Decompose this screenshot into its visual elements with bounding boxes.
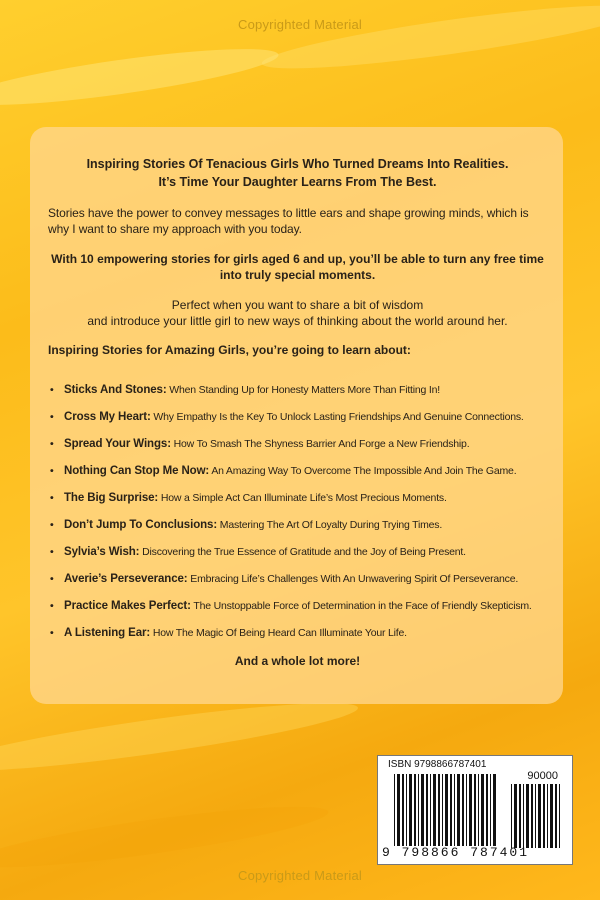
closing-line: And a whole lot more! [234, 654, 361, 668]
list-item [48, 626, 547, 640]
barcode-bar [538, 784, 541, 848]
barcode-bar [414, 774, 416, 846]
barcode-bar [474, 774, 476, 846]
story-list [48, 383, 547, 640]
story-description: How To Smash The Shyness Barrier And Forge a New Friendship. [173, 438, 470, 450]
barcode-bar [409, 774, 412, 846]
story-title: Averie’s Perseverance: [64, 573, 188, 585]
background-streak [259, 0, 600, 80]
barcode-bar [547, 784, 548, 848]
perfect-paragraph [48, 297, 547, 329]
headline-line-2: It’s Time Your Daughter Learns From The Best. [158, 175, 437, 189]
barcode-bar [519, 784, 521, 848]
barcode-bar [493, 774, 496, 846]
barcode-bar [543, 784, 545, 848]
perfect-line-2: and introduce your little girl to new ways of thinking about the world around her. [87, 314, 508, 328]
barcode-bar [526, 784, 529, 848]
story-title: The Big Surprise: [64, 492, 159, 504]
isbn-label: ISBN 9798866787401 [388, 759, 487, 770]
barcode-bar [430, 774, 431, 846]
story-title: Spread Your Wings: [64, 438, 171, 450]
price-code: 90000 [527, 770, 558, 782]
barcode-bar [438, 774, 440, 846]
list-item [48, 599, 547, 613]
description-panel [30, 127, 563, 704]
barcode-bar [402, 774, 404, 846]
barcode-bar [457, 774, 460, 846]
story-title: Cross My Heart: [64, 411, 151, 423]
isbn-barcode [377, 755, 573, 865]
barcode-bar [481, 774, 484, 846]
barcode-bar [394, 774, 395, 846]
story-description: How a Simple Act Can Illuminate Life’s Most Precious Moments. [160, 492, 447, 504]
barcode-bar [478, 774, 479, 846]
barcode-bar [559, 784, 560, 848]
intro-paragraph: Stories have the power to convey messages to little ears and shape growing minds, which is why I want to share my approach with you today. [48, 206, 529, 236]
barcode-bar [454, 774, 455, 846]
barcode-bar [469, 774, 472, 846]
background-streak [0, 691, 360, 783]
barcode-bar [397, 774, 400, 846]
barcode-bar [511, 784, 512, 848]
story-description: Why Empathy Is the Key To Unlock Lasting Friendships And Genuine Connections. [153, 411, 524, 423]
barcode-bars [394, 774, 498, 846]
list-item [48, 410, 547, 424]
story-title: A Listening Ear: [64, 627, 151, 639]
barcode-bar [462, 774, 464, 846]
story-title: Sylvia’s Wish: [64, 546, 140, 558]
list-item [48, 545, 547, 559]
story-title: Nothing Can Stop Me Now: [64, 465, 210, 477]
list-item [48, 383, 547, 397]
background-streak [0, 38, 281, 116]
headline [48, 155, 547, 191]
watermark-top: Copyrighted Material [238, 17, 362, 32]
story-description: How The Magic Of Being Heard Can Illuminate Your Life. [152, 627, 407, 639]
barcode-bar [550, 784, 553, 848]
barcode-bar [418, 774, 419, 846]
learn-heading: Inspiring Stories for Amazing Girls, you’re going to learn about: [48, 343, 411, 357]
barcode-bar [490, 774, 491, 846]
barcode-bar [406, 774, 407, 846]
list-item [48, 518, 547, 532]
barcode-bar [466, 774, 467, 846]
barcode-bar [531, 784, 533, 848]
watermark-bottom: Copyrighted Material [238, 868, 362, 883]
price-barcode-bars [511, 784, 563, 848]
barcode-bar [486, 774, 488, 846]
barcode-bar [445, 774, 448, 846]
story-description: The Unstoppable Force of Determination in the Face of Friendly Skepticism. [193, 600, 532, 612]
barcode-bar [433, 774, 436, 846]
barcode-bar [555, 784, 557, 848]
perfect-line-1: Perfect when you want to share a bit of wisdom [171, 298, 424, 312]
barcode-bar [421, 774, 424, 846]
story-description: Embracing Life’s Challenges With An Unwavering Spirit Of Perseverance. [190, 573, 519, 585]
highlight-paragraph: With 10 empowering stories for girls aged 6 and up, you’ll be able to turn any free time into truly special moments. [51, 252, 544, 282]
story-title: Sticks And Stones: [64, 384, 167, 396]
background-streak [0, 795, 331, 879]
barcode-bar [442, 774, 443, 846]
barcode-bar [535, 784, 536, 848]
barcode-bar [514, 784, 517, 848]
story-title: Don’t Jump To Conclusions: [64, 519, 218, 531]
story-description: Discovering the True Essence of Gratitude and the Joy of Being Present. [142, 546, 466, 558]
barcode-bar [523, 784, 524, 848]
barcode-bar [450, 774, 452, 846]
barcode-bar [426, 774, 428, 846]
list-item [48, 491, 547, 505]
headline-line-1: Inspiring Stories Of Tenacious Girls Who Turned Dreams Into Realities. [86, 157, 509, 171]
story-description: When Standing Up for Honesty Matters More Than Fitting In! [169, 384, 440, 396]
list-item [48, 437, 547, 451]
list-item [48, 572, 547, 586]
story-description: Mastering The Art Of Loyalty During Trying Times. [219, 519, 443, 531]
isbn-digits: 9 798866 787401 [382, 845, 530, 860]
story-description: An Amazing Way To Overcome The Impossible And Join The Game. [211, 465, 517, 477]
story-title: Practice Makes Perfect: [64, 600, 191, 612]
list-item [48, 464, 547, 478]
